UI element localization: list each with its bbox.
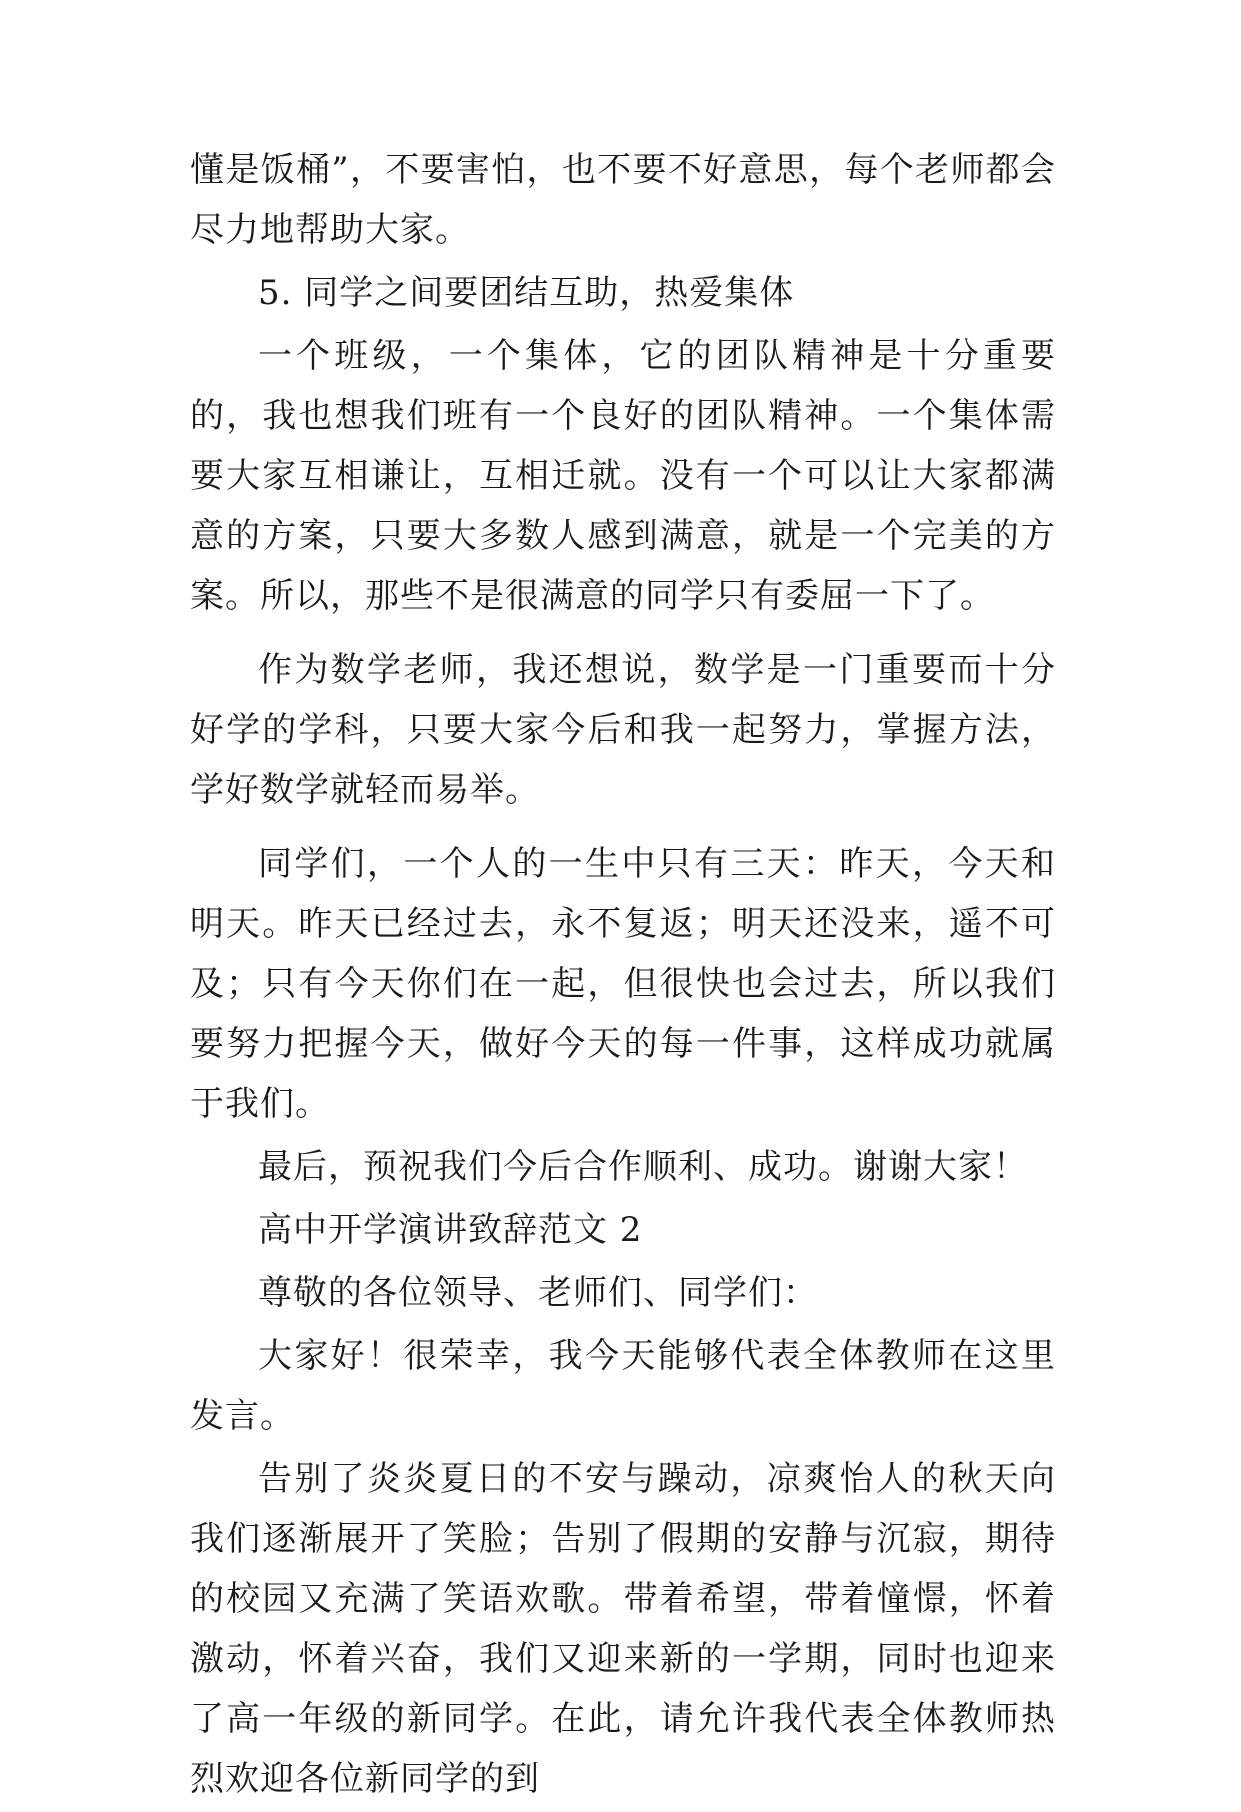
paragraph-closing: 最后，预祝我们今后合作顺利、成功。谢谢大家！ — [258, 1147, 1028, 1187]
article-title: 高中开学演讲致辞范文 2 — [258, 1210, 643, 1250]
salutation: 尊敬的各位领导、老师们、同学们： — [258, 1273, 818, 1313]
paragraph-continued: 懂是饭桶”，不要害怕，也不要不好意思，每个老师都会尽力地帮助大家。 — [190, 150, 1056, 250]
greeting: 大家好！很荣幸，我今天能够代表全体教师在这里发言。 — [190, 1336, 1056, 1436]
paragraph: 一个班级，一个集体，它的团队精神是十分重要的，我也想我们班有一个良好的团队精神。一个集体需要大家互相谦让，互相迁就。没有一个可以让大家都满意的方案，只要大多数人感到满意，就是一个完美的方案。所以，那些不是很满意的同学只有委屈一下了。 — [190, 336, 1056, 616]
paragraph: 告别了炎炎夏日的不安与躁动，凉爽怡人的秋天向我们逐渐展开了笑脸；告别了假期的安静与沉寂，期待的校园又充满了笑语欢歌。带着希望，带着憧憬，怀着激动，怀着兴奋，我们又迎来新的一学期，同时也迎来了高一年级的新同学。在此，请允许我代表全体教师热烈欢迎各位新同学的到 — [190, 1459, 1056, 1799]
paragraph: 同学们，一个人的一生中只有三天：昨天，今天和明天。昨天已经过去，永不复返；明天还没来，遥不可及；只有今天你们在一起，但很快也会过去，所以我们要努力把握今天，做好今天的每一件事，这样成功就属于我们。 — [190, 844, 1056, 1124]
document-page — [190, 140, 1056, 1812]
paragraph: 作为数学老师，我还想说，数学是一门重要而十分好学的学科，只要大家今后和我一起努力，掌握方法，学好数学就轻而易举。 — [190, 650, 1056, 810]
section-heading: 5. 同学之间要团结互助，热爱集体 — [258, 273, 795, 313]
